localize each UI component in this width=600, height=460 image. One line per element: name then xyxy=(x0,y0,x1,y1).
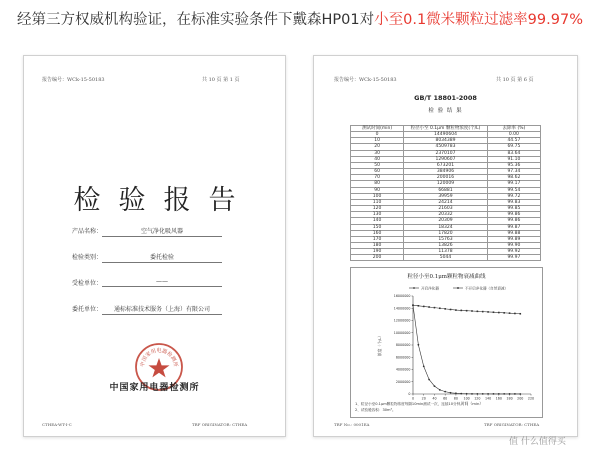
y-tick-label: 16000000 xyxy=(393,294,411,299)
data-point xyxy=(519,393,521,395)
data-point xyxy=(498,312,500,314)
data-point xyxy=(466,310,468,312)
x-tick-label: 100 xyxy=(463,396,470,401)
y-tick-label: 10000000 xyxy=(393,330,411,335)
series-line-on xyxy=(413,305,520,394)
x-tick-label: 0 xyxy=(411,396,415,401)
table-cell: 40 xyxy=(351,156,404,162)
table-cell: 140 xyxy=(351,218,404,224)
table-cell: 44.57 xyxy=(487,138,540,144)
results-table xyxy=(350,125,541,261)
table-cell: 180 xyxy=(351,242,404,248)
y-tick-label: 6000000 xyxy=(395,355,411,360)
table-cell: 99.83 xyxy=(487,199,540,205)
field-label: 委托单位： xyxy=(72,306,103,313)
field-product-name xyxy=(72,226,183,235)
results-footer-left: TRF No.: 0001EA xyxy=(334,422,370,427)
data-point xyxy=(444,391,446,393)
data-point xyxy=(519,313,521,315)
chart-title: 粒径小至0.1μm颗粒物衰减曲线 xyxy=(407,274,486,280)
table-cell: 99.17 xyxy=(487,181,540,187)
data-point xyxy=(460,393,462,395)
field-inspected-unit xyxy=(72,278,168,287)
table-cell: 150 xyxy=(351,224,404,230)
results-table-body xyxy=(351,132,541,261)
table-cell: 69.75 xyxy=(487,144,540,150)
data-point xyxy=(471,310,473,312)
headline-highlight: 小至0.1微米颗粒过滤率99.97% xyxy=(374,12,583,28)
table-row xyxy=(351,236,541,242)
table-cell: 30 xyxy=(351,150,404,156)
standard-number: GB/T 18801-2008 xyxy=(414,94,477,102)
x-axis-label: 时间（min） xyxy=(460,401,484,406)
results-footer-right: TRF ORIGINATOR: CTHEA xyxy=(484,422,540,427)
field-label: 产品名称： xyxy=(72,228,103,235)
table-cell: 170 xyxy=(351,236,404,242)
column-header: 测试时间(min) xyxy=(351,126,404,132)
table-cell: 99.88 xyxy=(487,230,540,236)
table-cell: 120009 xyxy=(404,181,488,187)
table-cell: 11378 xyxy=(404,249,488,255)
table-cell: 80 xyxy=(351,181,404,187)
table-cell: 99.54 xyxy=(487,187,540,193)
data-point xyxy=(482,393,484,395)
table-cell: 99.86 xyxy=(487,212,540,218)
table-cell: 200016 xyxy=(404,175,488,181)
data-point xyxy=(412,304,414,306)
x-tick-label: 200 xyxy=(517,396,524,401)
data-point xyxy=(439,307,441,309)
table-row xyxy=(351,230,541,236)
decay-chart xyxy=(351,268,542,417)
data-point xyxy=(428,306,430,308)
table-row xyxy=(351,224,541,230)
site-watermark: 值 什么值得买 xyxy=(509,437,566,447)
table-row xyxy=(351,150,541,156)
table-cell: 384906 xyxy=(404,169,488,175)
headline xyxy=(0,8,600,29)
table-cell: 90 xyxy=(351,187,404,193)
cover-footer-right: TRF ORIGINATOR: CTHEA xyxy=(192,422,248,427)
data-point xyxy=(466,393,468,395)
data-point xyxy=(509,393,511,395)
column-header: 去除率 (%) xyxy=(487,126,540,132)
chart-note: 2、试验舱容积：30m³。 xyxy=(355,408,396,412)
decay-chart-panel xyxy=(350,267,543,418)
table-cell: 160 xyxy=(351,230,404,236)
legend-entry: 不开启净化器（自然衰减） xyxy=(465,286,509,291)
x-tick-label: 220 xyxy=(527,396,535,401)
table-row xyxy=(351,144,541,150)
y-tick-label: 14000000 xyxy=(393,306,411,311)
x-tick-label: 60 xyxy=(443,396,448,401)
table-cell: 2370107 xyxy=(404,150,488,156)
table-cell: 15763 xyxy=(404,236,488,242)
table-row xyxy=(351,193,541,199)
table-cell: 91.10 xyxy=(487,156,540,162)
table-cell: 5044 xyxy=(404,255,488,261)
data-point xyxy=(509,312,511,314)
table-cell: 99.90 xyxy=(487,242,540,248)
data-point xyxy=(514,393,516,395)
data-point xyxy=(434,307,436,309)
y-tick-label: 12000000 xyxy=(393,318,411,323)
data-point xyxy=(417,344,419,346)
data-point xyxy=(423,365,425,367)
y-tick-label: 2000000 xyxy=(395,379,411,384)
table-cell: 673201 xyxy=(404,162,488,168)
data-point xyxy=(423,306,425,308)
field-label: 受检单位： xyxy=(72,280,103,287)
table-cell: 120 xyxy=(351,206,404,212)
table-row xyxy=(351,156,541,162)
data-point xyxy=(434,385,436,387)
results-page-info: 共 10 页 第 6 页 xyxy=(496,77,534,83)
table-cell: 20 xyxy=(351,144,404,150)
table-row xyxy=(351,206,541,212)
data-point xyxy=(439,389,441,391)
table-cell: 83.64 xyxy=(487,150,540,156)
data-point xyxy=(476,393,478,395)
x-tick-label: 140 xyxy=(484,396,492,401)
data-point xyxy=(487,393,489,395)
table-cell: 99.87 xyxy=(487,224,540,230)
field-value: 通标标准技术服务（上海）有限公司 xyxy=(102,304,222,315)
legend-entry: 开启净化器 xyxy=(421,286,439,291)
data-point xyxy=(514,313,516,315)
legend-marker-on xyxy=(413,287,415,289)
cover-page-info: 共 10 页 第 1 页 xyxy=(202,77,240,83)
table-cell: 95.36 xyxy=(487,162,540,168)
data-point xyxy=(455,392,457,394)
data-point xyxy=(418,305,420,307)
data-point xyxy=(477,311,479,313)
table-cell: 0 xyxy=(351,132,404,138)
field-test-type xyxy=(72,252,174,261)
table-row xyxy=(351,199,541,205)
table-cell: 99.86 xyxy=(487,218,540,224)
field-client xyxy=(72,304,210,313)
data-point xyxy=(482,311,484,313)
cover-report-number: 报告编号：WCk-15-50183 xyxy=(42,77,105,83)
table-cell: 98.62 xyxy=(487,175,540,181)
table-cell: 110 xyxy=(351,199,404,205)
table-cell: 66881 xyxy=(404,187,488,193)
headline-text: 经第三方权威机构验证，在标准实验条件下戴森HP01对 xyxy=(17,12,375,28)
table-cell: 4509783 xyxy=(404,144,488,150)
table-row xyxy=(351,187,541,193)
data-point xyxy=(455,309,457,311)
svg-text:中国家用电器检测所: 中国家用电器检测所 xyxy=(139,348,179,368)
report-results-page xyxy=(313,55,578,437)
field-value: 空气净化吸风器 xyxy=(102,226,222,237)
table-cell: 1290607 xyxy=(404,156,488,162)
data-point xyxy=(460,310,462,312)
issuing-organization: 中国家用电器检测所 xyxy=(109,383,200,393)
table-cell: 20332 xyxy=(404,212,488,218)
table-row xyxy=(351,242,541,248)
results-report-number: 报告编号：WCk-15-50183 xyxy=(334,77,397,83)
table-cell: 21603 xyxy=(404,206,488,212)
table-row xyxy=(351,249,541,255)
table-row xyxy=(351,181,541,187)
field-label: 检验类别： xyxy=(72,254,103,261)
column-header: 粒径小至 0.1μm 颗粒物浓度(个/L) xyxy=(404,126,488,132)
y-tick-label: 8000000 xyxy=(395,343,411,348)
table-cell: 10 xyxy=(351,138,404,144)
data-point xyxy=(487,311,489,313)
report-title: 检验报告 xyxy=(73,185,254,216)
table-cell: 70 xyxy=(351,175,404,181)
table-cell: 50 xyxy=(351,162,404,168)
data-point xyxy=(498,393,500,395)
x-tick-label: 160 xyxy=(495,396,502,401)
table-cell: 60 xyxy=(351,169,404,175)
table-cell: 13826 xyxy=(404,242,488,248)
data-point xyxy=(503,312,505,314)
x-tick-label: 120 xyxy=(474,396,481,401)
results-section-title: 检 验 结 果 xyxy=(428,108,463,114)
table-header-row xyxy=(351,126,541,132)
data-point xyxy=(503,393,505,395)
table-cell: 99.92 xyxy=(487,249,540,255)
table-cell: 8034389 xyxy=(404,138,488,144)
table-cell: 190 xyxy=(351,249,404,255)
table-row xyxy=(351,218,541,224)
table-row xyxy=(351,169,541,175)
table-cell: 0.00 xyxy=(487,132,540,138)
table-cell: 130 xyxy=(351,212,404,218)
table-row xyxy=(351,162,541,168)
table-cell: 20309 xyxy=(404,218,488,224)
field-value: 委托检验 xyxy=(102,252,222,263)
table-cell: 99.85 xyxy=(487,206,540,212)
report-cover-page xyxy=(23,55,286,437)
table-cell: 99.89 xyxy=(487,236,540,242)
x-tick-label: 80 xyxy=(453,396,459,401)
table-cell: 18324 xyxy=(404,224,488,230)
table-cell: 200 xyxy=(351,255,404,261)
chart-note: 1、粒径小至0.1μm颗粒物浓度每隔10min测试一次，连续10分钟。 xyxy=(355,402,464,406)
data-point xyxy=(450,309,452,311)
table-row xyxy=(351,255,541,261)
table-cell: 99.72 xyxy=(487,193,540,199)
table-cell: 14490604 xyxy=(404,132,488,138)
data-point xyxy=(493,393,495,395)
y-tick-label: 4000000 xyxy=(395,367,411,372)
x-tick-label: 180 xyxy=(506,396,513,401)
data-point xyxy=(444,308,446,310)
data-point xyxy=(471,393,473,395)
table-cell: 99.97 xyxy=(487,255,540,261)
data-point xyxy=(450,392,452,394)
x-tick-label: 40 xyxy=(432,396,437,401)
cover-footer-left: CTHEA-WT-I-C xyxy=(42,422,72,427)
field-value: —— xyxy=(102,278,222,287)
y-axis-label: 浓度（个/L） xyxy=(377,333,382,357)
table-row xyxy=(351,212,541,218)
legend-marker-off xyxy=(457,287,459,289)
y-tick-label: 0 xyxy=(408,392,411,397)
table-row xyxy=(351,175,541,181)
x-tick-label: 20 xyxy=(421,396,426,401)
table-cell: 100 xyxy=(351,193,404,199)
data-point xyxy=(493,311,495,313)
table-cell: 39959 xyxy=(404,193,488,199)
table-cell: 24214 xyxy=(404,199,488,205)
table-cell: 17820 xyxy=(404,230,488,236)
table-cell: 97.34 xyxy=(487,169,540,175)
data-point xyxy=(428,379,430,381)
